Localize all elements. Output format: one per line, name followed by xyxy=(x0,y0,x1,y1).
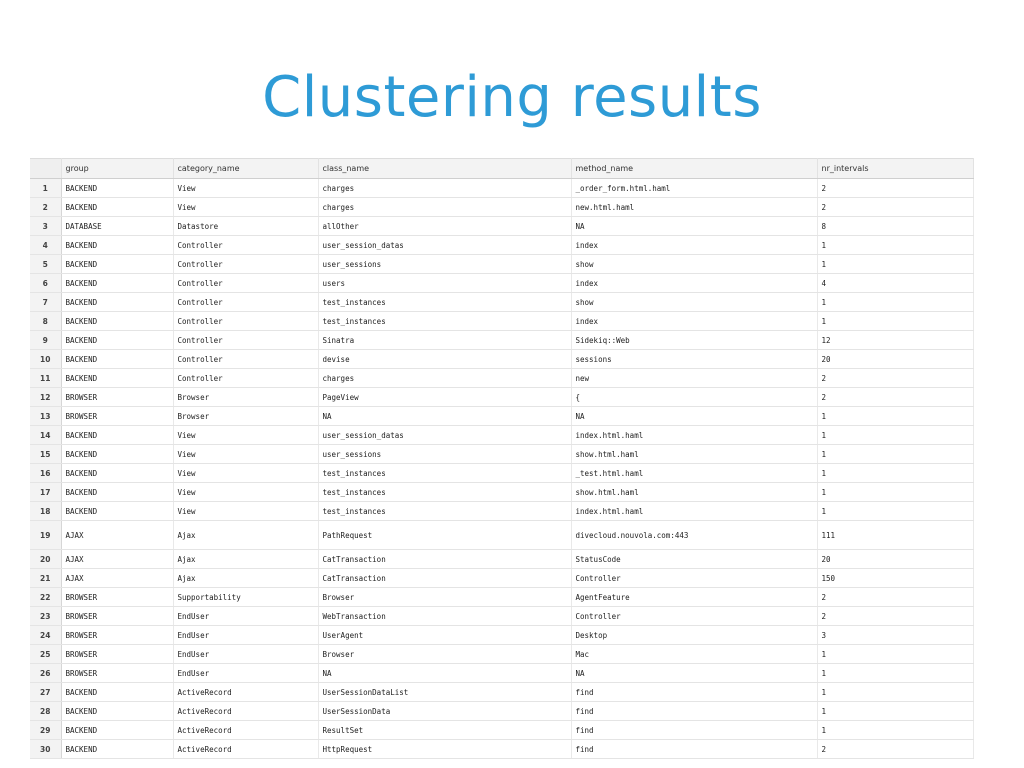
cell-category-name: Controller xyxy=(173,255,318,274)
row-index: 18 xyxy=(30,502,61,521)
cell-group: BACKEND xyxy=(61,312,173,331)
cell-nr-intervals: 1 xyxy=(817,645,973,664)
table-row xyxy=(30,179,973,198)
cell-category-name: View xyxy=(173,502,318,521)
cell-nr-intervals: 1 xyxy=(817,445,973,464)
cell-class-name: ResultSet xyxy=(318,721,571,740)
cell-nr-intervals: 1 xyxy=(817,236,973,255)
table-row xyxy=(30,502,973,521)
cell-category-name: Controller xyxy=(173,312,318,331)
row-index: 26 xyxy=(30,664,61,683)
table-row xyxy=(30,293,973,312)
cell-nr-intervals: 1 xyxy=(817,664,973,683)
cell-class-name: Sinatra xyxy=(318,331,571,350)
cell-class-name: users xyxy=(318,274,571,293)
cell-class-name: charges xyxy=(318,179,571,198)
cell-group: BACKEND xyxy=(61,255,173,274)
header-row xyxy=(30,159,973,179)
cell-method-name: show xyxy=(571,293,817,312)
cell-group: DATABASE xyxy=(61,217,173,236)
cell-class-name: test_instances xyxy=(318,312,571,331)
cell-group: BACKEND xyxy=(61,198,173,217)
cell-category-name: ActiveRecord xyxy=(173,702,318,721)
row-index: 1 xyxy=(30,179,61,198)
cell-nr-intervals: 2 xyxy=(817,198,973,217)
cell-method-name: divecloud.nouvola.com:443 xyxy=(571,521,817,550)
cell-nr-intervals: 2 xyxy=(817,740,973,759)
cell-group: BROWSER xyxy=(61,588,173,607)
row-index: 5 xyxy=(30,255,61,274)
cell-class-name: NA xyxy=(318,407,571,426)
row-index: 6 xyxy=(30,274,61,293)
cell-nr-intervals: 2 xyxy=(817,369,973,388)
table-row xyxy=(30,740,973,759)
cell-nr-intervals: 20 xyxy=(817,350,973,369)
table-row xyxy=(30,255,973,274)
table-row xyxy=(30,350,973,369)
cell-group: BACKEND xyxy=(61,331,173,350)
cell-method-name: show.html.haml xyxy=(571,483,817,502)
cell-class-name: user_session_datas xyxy=(318,426,571,445)
cell-class-name: devise xyxy=(318,350,571,369)
cell-category-name: Controller xyxy=(173,274,318,293)
row-index: 27 xyxy=(30,683,61,702)
cell-method-name: _test.html.haml xyxy=(571,464,817,483)
column-header-class-name: class_name xyxy=(318,159,571,179)
row-index: 19 xyxy=(30,521,61,550)
cell-nr-intervals: 1 xyxy=(817,407,973,426)
cell-class-name: PageView xyxy=(318,388,571,407)
cell-group: BACKEND xyxy=(61,502,173,521)
cell-nr-intervals: 1 xyxy=(817,426,973,445)
cell-category-name: Controller xyxy=(173,331,318,350)
cell-nr-intervals: 1 xyxy=(817,721,973,740)
cell-group: BACKEND xyxy=(61,702,173,721)
column-header-method-name: method_name xyxy=(571,159,817,179)
row-index: 7 xyxy=(30,293,61,312)
cell-group: AJAX xyxy=(61,521,173,550)
cell-method-name: AgentFeature xyxy=(571,588,817,607)
row-index: 11 xyxy=(30,369,61,388)
cell-group: BROWSER xyxy=(61,664,173,683)
table-row xyxy=(30,588,973,607)
slide-title: Clustering results xyxy=(262,65,762,130)
cell-method-name: NA xyxy=(571,217,817,236)
cell-class-name: Browser xyxy=(318,645,571,664)
cell-nr-intervals: 1 xyxy=(817,702,973,721)
row-index: 23 xyxy=(30,607,61,626)
row-index: 12 xyxy=(30,388,61,407)
cell-category-name: View xyxy=(173,426,318,445)
cell-class-name: CatTransaction xyxy=(318,550,571,569)
cell-group: BROWSER xyxy=(61,626,173,645)
cell-nr-intervals: 1 xyxy=(817,464,973,483)
cell-category-name: Browser xyxy=(173,388,318,407)
table-row xyxy=(30,217,973,236)
cell-method-name: Controller xyxy=(571,569,817,588)
cell-nr-intervals: 111 xyxy=(817,521,973,550)
table-row xyxy=(30,274,973,293)
cell-category-name: Controller xyxy=(173,293,318,312)
cell-method-name: index.html.haml xyxy=(571,502,817,521)
table-row xyxy=(30,664,973,683)
cell-method-name: new.html.haml xyxy=(571,198,817,217)
cell-method-name: show.html.haml xyxy=(571,445,817,464)
cell-nr-intervals: 4 xyxy=(817,274,973,293)
cell-category-name: Ajax xyxy=(173,569,318,588)
column-header-category-name: category_name xyxy=(173,159,318,179)
cell-category-name: EndUser xyxy=(173,664,318,683)
cell-class-name: NA xyxy=(318,664,571,683)
cell-method-name: Sidekiq::Web xyxy=(571,331,817,350)
table-row xyxy=(30,626,973,645)
cell-category-name: View xyxy=(173,483,318,502)
cell-method-name: find xyxy=(571,683,817,702)
cell-group: BACKEND xyxy=(61,350,173,369)
column-header-nr-intervals: nr_intervals xyxy=(817,159,973,179)
row-index: 14 xyxy=(30,426,61,445)
cell-group: BACKEND xyxy=(61,721,173,740)
cell-nr-intervals: 150 xyxy=(817,569,973,588)
cell-class-name: test_instances xyxy=(318,502,571,521)
cell-category-name: Controller xyxy=(173,369,318,388)
cell-nr-intervals: 12 xyxy=(817,331,973,350)
cell-nr-intervals: 1 xyxy=(817,312,973,331)
table-row xyxy=(30,198,973,217)
cell-nr-intervals: 1 xyxy=(817,502,973,521)
cell-group: BROWSER xyxy=(61,407,173,426)
cell-method-name: sessions xyxy=(571,350,817,369)
cell-class-name: test_instances xyxy=(318,483,571,502)
table-row xyxy=(30,721,973,740)
cell-group: BROWSER xyxy=(61,645,173,664)
cell-class-name: CatTransaction xyxy=(318,569,571,588)
table-row xyxy=(30,236,973,255)
results-table-container xyxy=(30,158,973,759)
cell-category-name: Ajax xyxy=(173,521,318,550)
cell-nr-intervals: 8 xyxy=(817,217,973,236)
table-row xyxy=(30,464,973,483)
cell-category-name: View xyxy=(173,464,318,483)
row-index: 24 xyxy=(30,626,61,645)
cell-category-name: ActiveRecord xyxy=(173,740,318,759)
cell-method-name: index xyxy=(571,312,817,331)
cell-group: BACKEND xyxy=(61,445,173,464)
cell-nr-intervals: 2 xyxy=(817,179,973,198)
cell-category-name: EndUser xyxy=(173,626,318,645)
cell-method-name: new xyxy=(571,369,817,388)
cell-group: BACKEND xyxy=(61,426,173,445)
cell-category-name: Browser xyxy=(173,407,318,426)
cell-class-name: allOther xyxy=(318,217,571,236)
cell-category-name: ActiveRecord xyxy=(173,683,318,702)
cell-group: BACKEND xyxy=(61,369,173,388)
cell-method-name: find xyxy=(571,740,817,759)
table-row xyxy=(30,445,973,464)
cell-method-name: NA xyxy=(571,664,817,683)
results-table xyxy=(30,158,974,759)
cell-group: AJAX xyxy=(61,550,173,569)
cell-category-name: Controller xyxy=(173,350,318,369)
cell-class-name: UserAgent xyxy=(318,626,571,645)
row-index: 4 xyxy=(30,236,61,255)
cell-class-name: test_instances xyxy=(318,293,571,312)
row-index: 16 xyxy=(30,464,61,483)
cell-method-name: index xyxy=(571,274,817,293)
table-row xyxy=(30,369,973,388)
row-index: 9 xyxy=(30,331,61,350)
table-row xyxy=(30,312,973,331)
table-row xyxy=(30,388,973,407)
cell-group: BACKEND xyxy=(61,464,173,483)
cell-nr-intervals: 2 xyxy=(817,588,973,607)
cell-method-name: find xyxy=(571,702,817,721)
table-row xyxy=(30,426,973,445)
cell-class-name: user_session_datas xyxy=(318,236,571,255)
cell-category-name: View xyxy=(173,179,318,198)
cell-method-name: { xyxy=(571,388,817,407)
cell-nr-intervals: 1 xyxy=(817,483,973,502)
cell-nr-intervals: 3 xyxy=(817,626,973,645)
cell-class-name: WebTransaction xyxy=(318,607,571,626)
row-index: 3 xyxy=(30,217,61,236)
cell-method-name: show xyxy=(571,255,817,274)
cell-method-name: Mac xyxy=(571,645,817,664)
column-header-group: group xyxy=(61,159,173,179)
table-row xyxy=(30,683,973,702)
cell-class-name: UserSessionData xyxy=(318,702,571,721)
cell-category-name: View xyxy=(173,198,318,217)
cell-group: BACKEND xyxy=(61,274,173,293)
cell-group: BROWSER xyxy=(61,607,173,626)
cell-class-name: PathRequest xyxy=(318,521,571,550)
cell-category-name: EndUser xyxy=(173,607,318,626)
table-body xyxy=(30,179,973,759)
cell-method-name: StatusCode xyxy=(571,550,817,569)
table-row xyxy=(30,550,973,569)
cell-group: BACKEND xyxy=(61,293,173,312)
cell-nr-intervals: 1 xyxy=(817,683,973,702)
table-row xyxy=(30,645,973,664)
cell-group: BACKEND xyxy=(61,179,173,198)
row-index: 2 xyxy=(30,198,61,217)
cell-group: BACKEND xyxy=(61,236,173,255)
cell-category-name: View xyxy=(173,445,318,464)
row-index: 22 xyxy=(30,588,61,607)
table-row xyxy=(30,407,973,426)
cell-group: AJAX xyxy=(61,569,173,588)
table-row xyxy=(30,483,973,502)
cell-group: BACKEND xyxy=(61,483,173,502)
row-index: 28 xyxy=(30,702,61,721)
table-row xyxy=(30,702,973,721)
row-index: 10 xyxy=(30,350,61,369)
table-header xyxy=(30,159,973,179)
cell-class-name: charges xyxy=(318,369,571,388)
cell-nr-intervals: 1 xyxy=(817,255,973,274)
cell-category-name: Controller xyxy=(173,236,318,255)
table-row xyxy=(30,607,973,626)
cell-method-name: Desktop xyxy=(571,626,817,645)
cell-class-name: Browser xyxy=(318,588,571,607)
table-row xyxy=(30,569,973,588)
cell-method-name: Controller xyxy=(571,607,817,626)
row-index: 8 xyxy=(30,312,61,331)
cell-nr-intervals: 20 xyxy=(817,550,973,569)
cell-class-name: user_sessions xyxy=(318,445,571,464)
row-index: 29 xyxy=(30,721,61,740)
row-index: 13 xyxy=(30,407,61,426)
row-index: 20 xyxy=(30,550,61,569)
row-index: 15 xyxy=(30,445,61,464)
cell-class-name: user_sessions xyxy=(318,255,571,274)
column-header-index xyxy=(30,159,61,179)
cell-category-name: EndUser xyxy=(173,645,318,664)
cell-category-name: Datastore xyxy=(173,217,318,236)
cell-class-name: UserSessionDataList xyxy=(318,683,571,702)
cell-nr-intervals: 2 xyxy=(817,607,973,626)
table-row xyxy=(30,331,973,350)
row-index: 21 xyxy=(30,569,61,588)
cell-method-name: _order_form.html.haml xyxy=(571,179,817,198)
cell-category-name: Supportability xyxy=(173,588,318,607)
cell-method-name: index.html.haml xyxy=(571,426,817,445)
cell-group: BROWSER xyxy=(61,388,173,407)
cell-method-name: find xyxy=(571,721,817,740)
cell-method-name: NA xyxy=(571,407,817,426)
cell-group: BACKEND xyxy=(61,683,173,702)
cell-group: BACKEND xyxy=(61,740,173,759)
table-row xyxy=(30,521,973,550)
cell-nr-intervals: 1 xyxy=(817,293,973,312)
row-index: 25 xyxy=(30,645,61,664)
cell-nr-intervals: 2 xyxy=(817,388,973,407)
row-index: 17 xyxy=(30,483,61,502)
row-index: 30 xyxy=(30,740,61,759)
cell-class-name: charges xyxy=(318,198,571,217)
cell-category-name: Ajax xyxy=(173,550,318,569)
cell-category-name: ActiveRecord xyxy=(173,721,318,740)
cell-method-name: index xyxy=(571,236,817,255)
cell-class-name: HttpRequest xyxy=(318,740,571,759)
cell-class-name: test_instances xyxy=(318,464,571,483)
